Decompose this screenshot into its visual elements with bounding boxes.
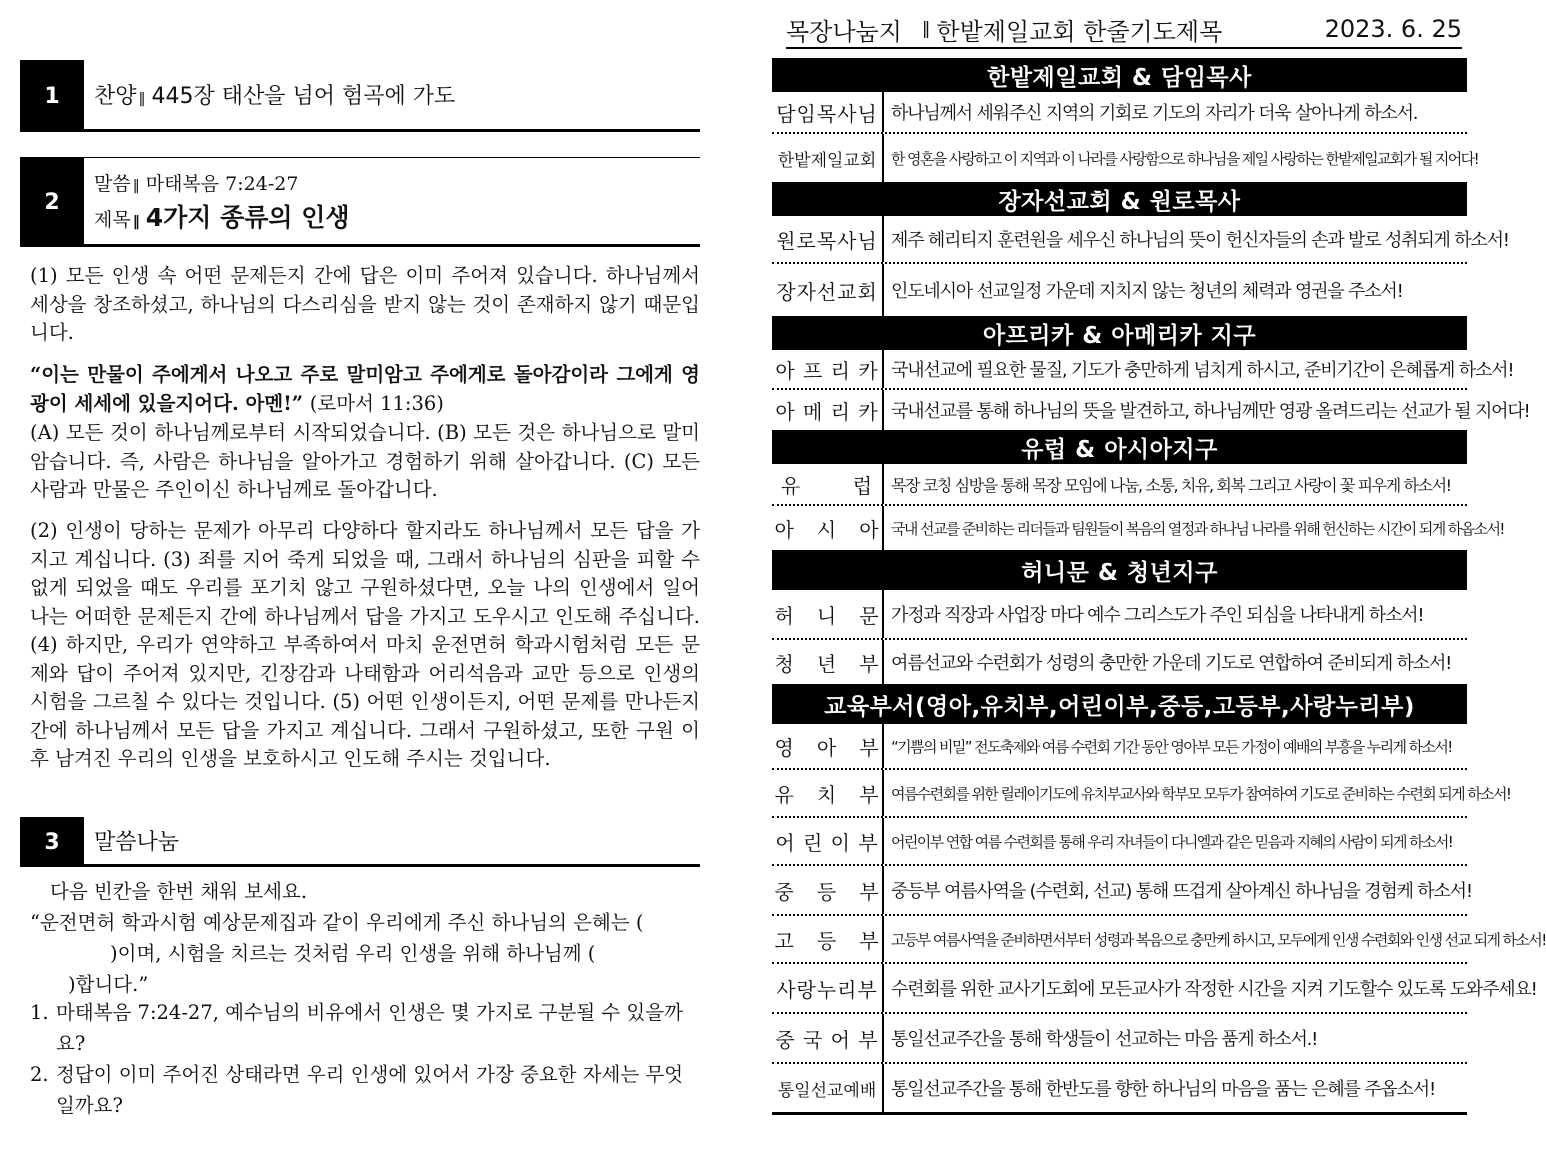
prayer-row — [772, 964, 1537, 1014]
row-text: 국내선교에 필요한 물질, 기도가 충만하게 넘치게 하시고, 준비기간이 은혜롭게 하소서! — [891, 360, 1514, 381]
prayer-row — [772, 464, 1467, 506]
sermon-paragraph: (2) 인생이 당하는 문제가 아무리 다양하다 할지라도 하나님께서 모든 답을 가지고 계십니다. (3) 죄를 지어 죽게 되었을 때, 그래서 하나님의 심판을 피할 수 없게 되었을 때도 우리를 포기치 않고 구원하셨다면, 오늘 나의 인생에서 일어나는 어떠한 문제든지 간에 하나님께서 답을 가지고 도우시고 인도해 주십니다. (4) 하지만, 우리가 연약하고 부족하여서 마치 운전면허 학과시험처럼 모든 문제와 답이 주어져 있지만, 긴장감과 나태함과 어리석음과 교만 등으로 인생의 시험을 그르칠 수 있다는 것입니다. (5) 어떤 인생이든지, 어떤 문제를 만나든지 간에 하나님께서 모든 답을 가지고 계십니다. 그래서 구원하셨고, 또한 구원 이후 남겨진 우리의 인생을 보호하시고 인도해 주시는 것입니다. — [30, 519, 700, 770]
prayer-row — [772, 92, 1467, 134]
question-list — [30, 997, 700, 1121]
group-title: 허니문 & 청년지구 — [772, 550, 1467, 590]
row-label: 장자선교회 — [772, 264, 884, 316]
prayer-row — [772, 506, 1504, 550]
section-label: 말씀 — [94, 172, 131, 195]
fill-intro: 다음 빈칸을 한번 채워 보세요. — [50, 880, 308, 903]
group-title: 장자선교회 & 원로목사 — [772, 182, 1467, 216]
double-bar-icon: ‖ — [138, 91, 146, 107]
row-text: 여름선교와 수련회가 성령의 충만한 가운데 기도로 연합하여 준비되게 하소서! — [891, 653, 1452, 674]
scripture-quote — [30, 361, 700, 418]
section-label: 말씀나눔 — [94, 830, 180, 855]
row-label: 사랑누리부 — [772, 964, 884, 1012]
section-sharing — [20, 817, 700, 867]
row-label: 중 등 부 — [772, 866, 884, 914]
sermon-paragraph: (1) 모든 인생 속 어떤 문제든지 간에 답은 이미 주어져 있습니다. 하나님께서 세상을 창조하셨고, 하나님의 다스리심을 받지 않는 것이 존재하지 않기 때문입니다. — [30, 264, 700, 344]
row-label: 담임목사님 — [772, 92, 884, 132]
quote-reference: (로마서 11:36) — [309, 391, 444, 415]
prayer-row — [772, 866, 1472, 916]
row-text: 통일선교주간을 통해 학생들이 선교하는 마음 품게 하소서.! — [891, 1029, 1318, 1050]
divider — [786, 47, 1462, 49]
scripture-ref: 마태복음 7:24-27 — [145, 172, 299, 195]
question-text: 정답이 이미 주어진 상태라면 우리 인생에 있어서 가장 중요한 자세는 무엇일까요? — [56, 1063, 684, 1117]
row-text: 하나님께서 세워주신 지역의 기회로 기도의 자리가 더욱 살아나게 하소서. — [891, 103, 1418, 124]
prayer-row — [772, 916, 1546, 964]
double-bar-icon: ‖ — [921, 19, 931, 39]
row-text: “기쁨의 비밀” 전도축제와 여름 수련회 기간 동안 영아부 모든 가정이 예배의 부흥을 누리게 하소서! — [891, 737, 1452, 756]
group-title: 유럽 & 아시아지구 — [772, 430, 1467, 464]
row-text: 한 영혼을 사랑하고 이 지역과 이 나라를 사랑함으로 하나님을 제일 사랑하는 한밭제일교회가 될 지어다! — [891, 149, 1478, 168]
row-label: 허 니 문 — [772, 590, 884, 638]
row-label: 어 린 이 부 — [772, 818, 884, 864]
row-label: 중 국 어 부 — [772, 1014, 884, 1062]
double-bar-icon: ‖ — [132, 177, 140, 194]
fill-line: “운전면허 학과시험 예상문제집과 같이 우리에게 주신 하나님의 은혜는 ( — [30, 911, 644, 934]
row-text: 어린이부 연합 여름 수련회를 통해 우리 자녀들이 다니엘과 같은 믿음과 지혜의 사람이 되게 하소서! — [891, 832, 1453, 851]
row-label: 유 럽 — [772, 464, 884, 504]
row-label: 원로목사님 — [772, 216, 884, 262]
group-title: 한밭제일교회 & 담임목사 — [772, 58, 1467, 92]
header-label: 목장나눔지 — [786, 17, 902, 46]
section-label: 찬양 — [94, 84, 137, 109]
hymn-title: 445장 태산을 넘어 험곡에 가도 — [151, 84, 456, 109]
prayer-row — [772, 1014, 1467, 1064]
prayer-row — [772, 390, 1530, 430]
row-label: 아 시 아 — [772, 506, 884, 550]
row-label: 아 프 리 카 — [772, 350, 884, 388]
row-text: 수련회를 위한 교사기도회에 모든교사가 작정한 시간을 지켜 기도할수 있도록 도와주세요! — [891, 979, 1537, 1000]
prayer-row — [772, 590, 1467, 640]
prayer-page — [772, 0, 1546, 1150]
prayer-row — [772, 1064, 1467, 1112]
prayer-row — [772, 724, 1467, 770]
page-header — [786, 10, 1462, 48]
section-praise — [20, 60, 700, 132]
section-word — [20, 157, 700, 247]
prayer-row — [772, 640, 1467, 684]
row-label: 아 메 리 카 — [772, 390, 884, 430]
row-text: 고등부 여름사역을 준비하면서부터 성령과 복음으로 충만케 하시고, 모두에게 인생 수련회와 인생 선교 되게 하소서! — [891, 930, 1546, 949]
prayer-table — [772, 58, 1546, 1115]
section-number: 1 — [20, 60, 84, 132]
sermon-page — [20, 0, 700, 1150]
row-text: 제주 헤리티지 훈련원을 세우신 하나님의 뜻이 헌신자들의 손과 발로 성취되게 하소서! — [891, 230, 1509, 251]
row-label: 유 치 부 — [772, 770, 884, 816]
row-text: 국내선교를 통해 하나님의 뜻을 발견하고, 하나님께만 영광 올려드리는 선교가 될 지어다! — [891, 401, 1530, 422]
row-label: 한밭제일교회 — [772, 134, 884, 182]
sermon-title: 4가지 종류의 인생 — [145, 202, 350, 232]
quote-text: “이는 만물이 주에게서 나오고 주로 말미암고 주에게로 돌아감이라 그에게 영광이 세세에 있을지어다. 아멘!” — [30, 363, 700, 415]
double-bar-icon: ‖ — [132, 213, 140, 230]
page-title: 한밭제일교회 한줄기도제목 — [936, 17, 1223, 46]
row-label: 고 등 부 — [772, 916, 884, 962]
question-item — [30, 997, 700, 1059]
prayer-row — [772, 350, 1514, 390]
question-item — [30, 1059, 700, 1121]
fill-line: )이며, 시험을 치르는 것처럼 우리 인생을 위해 하나님께 ( — [110, 942, 596, 965]
prayer-row — [772, 264, 1467, 316]
header-date: 2023. 6. 25 — [1324, 15, 1462, 43]
row-text: 국내 선교를 준비하는 리더들과 팀원들이 복음의 열정과 하나님 나라를 위해 헌신하는 시간이 되게 하옵소서! — [891, 519, 1504, 538]
row-label: 통일선교예배 — [772, 1064, 884, 1112]
section-number: 3 — [20, 817, 84, 867]
fill-in-blank — [30, 876, 700, 1000]
row-text: 여름수련회를 위한 릴레이기도에 유치부교사와 학부모 모두가 참여하여 기도로 준비하는 수련회 되게 하소서! — [891, 784, 1511, 803]
section-label: 제목 — [94, 208, 131, 231]
group-title: 아프리카 & 아메리카 지구 — [772, 316, 1467, 350]
row-text: 중등부 여름사역을 (수련회, 선교) 통해 뜨겁게 살아계신 하나님을 경험케 하소서! — [891, 881, 1472, 902]
prayer-row — [772, 216, 1509, 264]
row-text: 인도네시아 선교일정 가운데 지치지 않는 청년의 체력과 영권을 주소서! — [891, 281, 1403, 302]
sermon-paragraph: (A) 모든 것이 하나님께로부터 시작되었습니다. (B) 모든 것은 하나님으로 말미암습니다. 즉, 사람은 하나님을 알아가고 경험하기 위해 살아갑니다. (C) 모든 사람과 만물은 주인이신 하나님께로 돌아갑니다. — [30, 421, 700, 501]
group-title: 교육부서(영아,유치부,어린이부,중등,고등부,사랑누리부) — [772, 684, 1467, 724]
row-text: 가정과 직장과 사업장 마다 예수 그리스도가 주인 되심을 나타내게 하소서! — [891, 605, 1424, 626]
row-text: 통일선교주간을 통해 한반도를 향한 하나님의 마음을 품는 은혜를 주옵소서! — [891, 1079, 1436, 1100]
question-text: 마태복음 7:24-27, 예수님의 비유에서 인생은 몇 가지로 구분될 수 있을까요? — [56, 1001, 683, 1055]
question-number: 1. — [30, 1001, 49, 1024]
question-number: 2. — [30, 1063, 49, 1086]
prayer-row — [772, 770, 1511, 818]
fill-line: )합니다.” — [68, 973, 149, 996]
prayer-row — [772, 134, 1478, 182]
row-label: 영 아 부 — [772, 724, 884, 768]
section-number: 2 — [20, 157, 84, 247]
prayer-row — [772, 818, 1467, 866]
row-label: 청 년 부 — [772, 640, 884, 684]
row-text: 목장 코칭 심방을 통해 목장 모임에 나눔, 소통, 치유, 회복 그리고 사랑이 꽃 피우게 하소서! — [891, 475, 1451, 495]
